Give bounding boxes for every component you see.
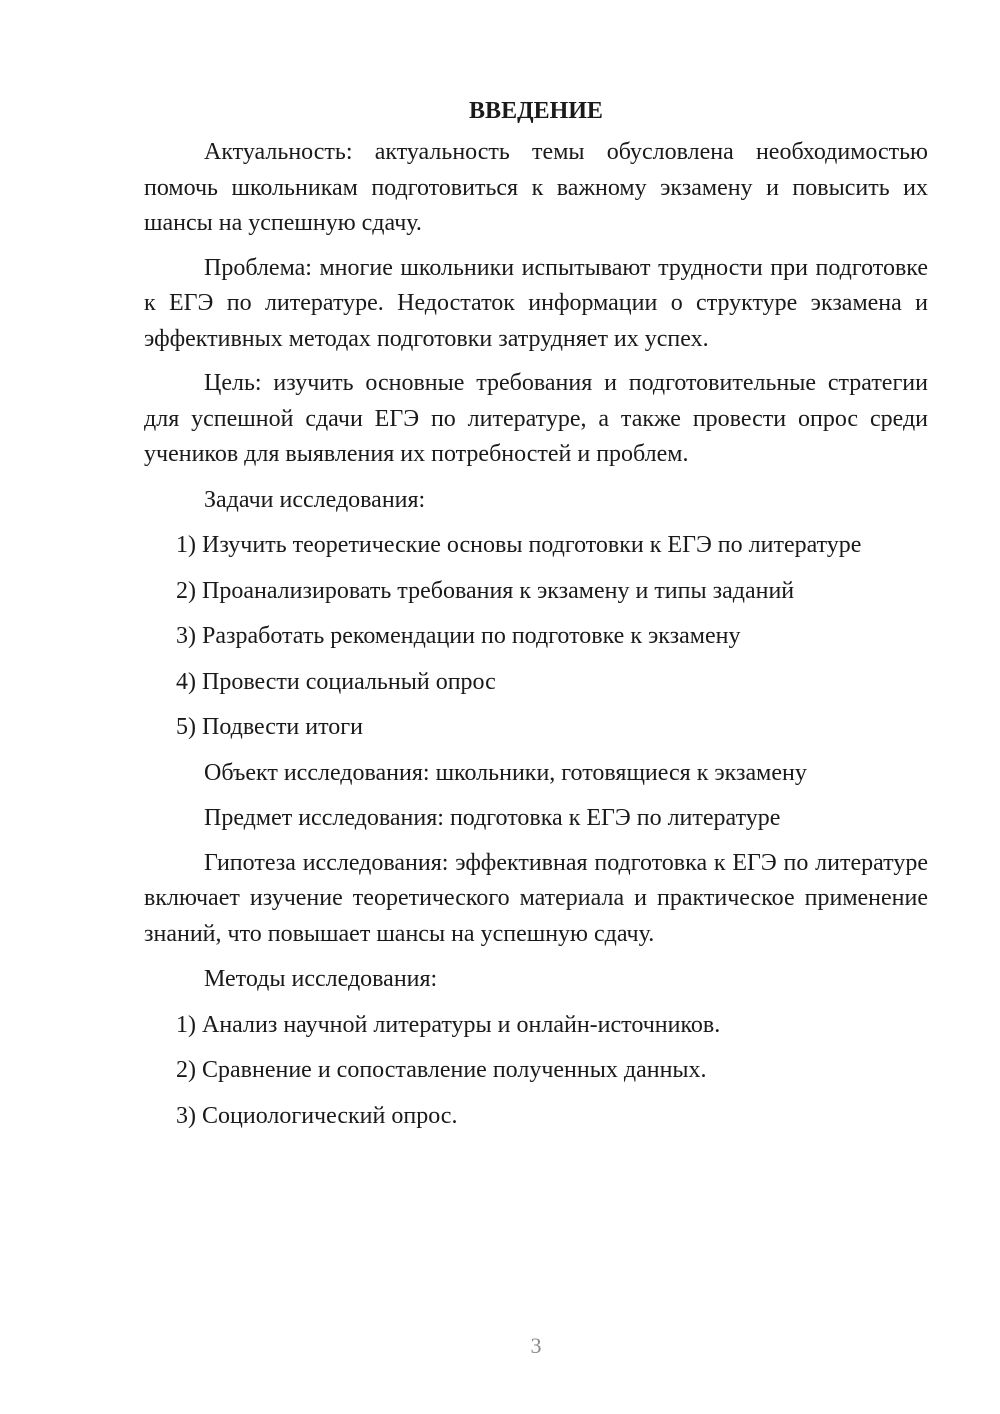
- problem-paragraph: Проблема: многие школьники испытывают трудности при подготовке к ЕГЭ по литературе. Недостаток информации о структуре экзамена и эффективных методах подготовки затрудняет их успех.: [144, 254, 928, 352]
- task-item: 1) Изучить теоретические основы подготовки к ЕГЭ по литературе: [176, 532, 862, 558]
- task-item: 3) Разработать рекомендации по подготовке к экзамену: [176, 623, 741, 649]
- page-number: 3: [530, 1333, 542, 1358]
- task-item: 4) Провести социальный опрос: [176, 668, 496, 695]
- object-line: Объект исследования: школьники, готовящиеся к экзамену: [204, 759, 807, 786]
- section-heading: ВВЕДЕНИЕ: [469, 98, 603, 124]
- method-item: 2) Сравнение и сопоставление полученных данных.: [176, 1057, 707, 1083]
- tasks-heading: Задачи исследования:: [204, 486, 426, 513]
- hypothesis-paragraph: Гипотеза исследования: эффективная подготовка к ЕГЭ по литературе включает изучение теоретического материала и практическое применение знаний, что повышает шансы на успешную сдачу.: [144, 849, 928, 947]
- task-item: 5) Подвести итоги: [176, 714, 363, 740]
- methods-heading: Методы исследования:: [204, 966, 438, 992]
- goal-paragraph: Цель: изучить основные требования и подготовительные стратегии для успешной сдачи ЕГЭ по литературе, а также провести опрос среди учеников для выявления их потребностей и проблем.: [144, 370, 928, 467]
- task-item: 2) Проанализировать требования к экзамену и типы заданий: [176, 577, 795, 604]
- relevance-paragraph: Актуальность: актуальность темы обусловлена необходимостью помочь школьникам подготовиться к важному экзамену и повысить их шансы на успешную сдачу.: [144, 139, 928, 236]
- method-item: 1) Анализ научной литературы и онлайн-источников.: [176, 1011, 721, 1038]
- page-body: [144, 96, 928, 1134]
- subject-line: Предмет исследования: подготовка к ЕГЭ по литературе: [204, 805, 781, 831]
- method-item: 3) Социологический опрос.: [176, 1102, 458, 1129]
